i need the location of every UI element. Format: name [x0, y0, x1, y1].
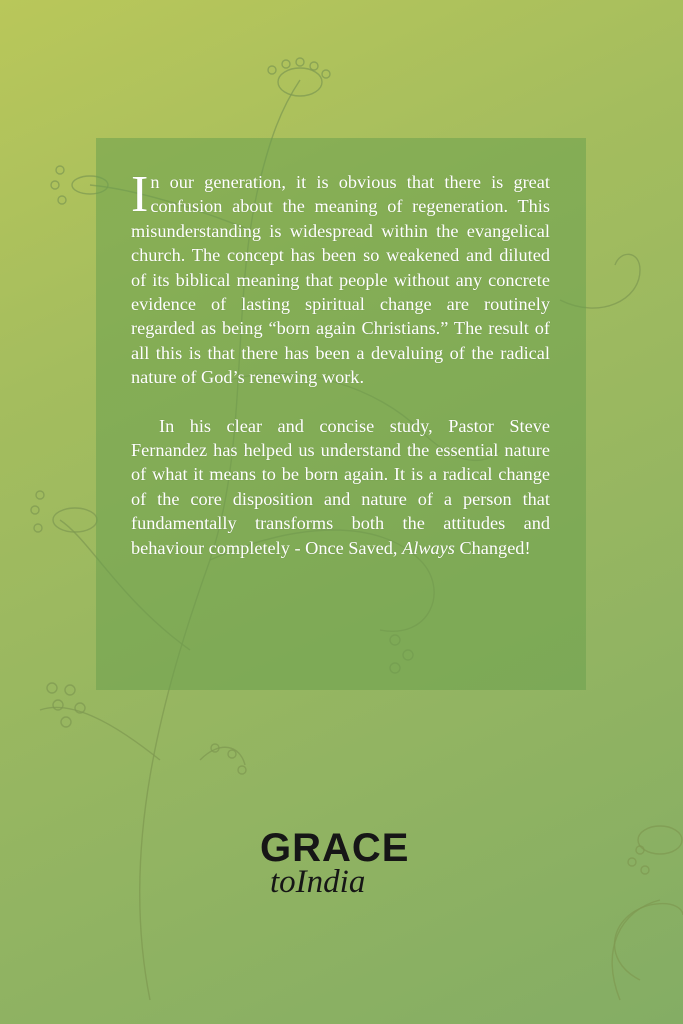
paragraph-2-text: In his clear and concise study, Pastor Steve Fernandez has helped us understand the essential nature of what it means to be born again. It is a radical change of the core disposition and nature of a person that fundamentally transforms both the attitudes and behaviour completely - Once Saved,: [131, 415, 550, 558]
drop-cap: I: [131, 166, 149, 223]
body-text: [131, 166, 550, 560]
paragraph-2-end: Changed!: [454, 537, 531, 558]
paragraph-2-italic: Always: [402, 537, 455, 558]
paragraph-2: [131, 414, 550, 560]
paragraph-1: [131, 166, 550, 390]
logo-line-2: toIndia: [270, 864, 366, 900]
paragraph-1-text: n our generation, it is obvious that there is great confusion about the meaning of regeneration. This misunderstanding is widespread within the evangelical church. The concept has been so weakened and diluted of its biblical meaning that people without any concrete evidence of lasting spiritual change are routinely regarded as being “born again Christians.” The result of all this is that there has been a devaluing of the radical nature of God’s renewing work.: [131, 172, 550, 388]
logo-line-1: GRACE: [260, 826, 410, 870]
grace-to-india-logo: [258, 826, 423, 906]
